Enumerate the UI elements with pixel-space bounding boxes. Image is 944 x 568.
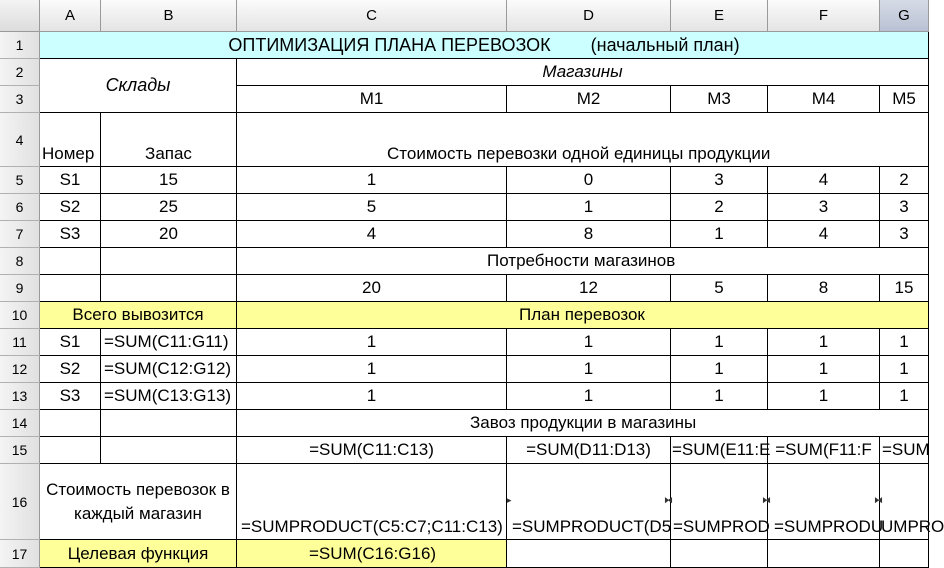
row-header-10[interactable]: 10 <box>0 302 40 329</box>
cell-supply-stock[interactable]: 20 <box>101 221 237 248</box>
cell-plan-value[interactable]: 1 <box>237 383 507 410</box>
cell-plan-id[interactable]: S2 <box>40 356 101 383</box>
cell-cost-per-store-header[interactable]: Стоимость перевозок в каждый магазин <box>40 464 237 540</box>
cell-title[interactable]: ОПТИМИЗАЦИЯ ПЛАНА ПЕРЕВОЗОК (начальный план) <box>40 32 929 59</box>
column-header-c[interactable]: C <box>237 0 507 32</box>
cell-plan-value[interactable]: 1 <box>671 383 768 410</box>
cell-cost[interactable]: 3 <box>768 194 880 221</box>
cell-demand[interactable]: 15 <box>880 275 929 302</box>
cell-plan-value[interactable]: 1 <box>671 356 768 383</box>
cell-empty[interactable] <box>101 275 237 302</box>
cell-plan-formula[interactable]: =SUM(C12:G12) <box>101 356 237 383</box>
column-header-a[interactable]: A <box>40 0 101 32</box>
cell-cost[interactable]: 4 <box>768 221 880 248</box>
cell-plan-value[interactable]: 1 <box>507 356 671 383</box>
cell-cost-formula[interactable]: =SUMPRODUCT(C5:C7;C11:C13) <box>237 464 507 540</box>
row-header-14[interactable]: 14 <box>0 410 40 437</box>
cell-plan-value[interactable]: 1 <box>880 356 929 383</box>
cell-empty[interactable] <box>40 437 101 464</box>
cell-stock-header[interactable]: Запас <box>101 113 237 167</box>
column-header-e[interactable]: E <box>671 0 768 32</box>
cell-store-m1[interactable]: М1 <box>237 86 507 113</box>
cell-plan-value[interactable]: 1 <box>768 356 880 383</box>
cell-empty[interactable] <box>40 275 101 302</box>
overflow-marker-icon: ⧓ <box>762 495 771 505</box>
row-header-5[interactable]: 5 <box>0 167 40 194</box>
cell-cost-formula[interactable]: UMPRO <box>880 464 929 540</box>
cell-empty[interactable] <box>768 540 880 568</box>
cell-demand-title[interactable]: Потребности магазинов <box>237 248 929 275</box>
cell-warehouses-header[interactable]: Склады <box>40 59 237 113</box>
cell-cost[interactable]: 4 <box>768 167 880 194</box>
row-header-15[interactable]: 15 <box>0 437 40 464</box>
cell-plan-value[interactable]: 1 <box>880 329 929 356</box>
row-header-13[interactable]: 13 <box>0 383 40 410</box>
cell-cost[interactable]: 3 <box>671 167 768 194</box>
cell-plan-value[interactable]: 1 <box>671 329 768 356</box>
cell-delivery-formula[interactable]: =SUM <box>880 437 929 464</box>
cell-plan-formula[interactable]: =SUM(C11:G11) <box>101 329 237 356</box>
column-header-d[interactable]: D <box>507 0 671 32</box>
cell-store-m5[interactable]: М5 <box>880 86 929 113</box>
row-header-6[interactable]: 6 <box>0 194 40 221</box>
cell-demand[interactable]: 8 <box>768 275 880 302</box>
cell-plan-value[interactable]: 1 <box>768 329 880 356</box>
row-header-3[interactable]: 3 <box>0 86 40 113</box>
cell-number-header[interactable]: Номер <box>40 113 101 167</box>
cell-empty[interactable] <box>40 410 101 437</box>
row-header-12[interactable]: 12 <box>0 356 40 383</box>
cell-cost[interactable]: 1 <box>507 194 671 221</box>
row-header-17[interactable]: 17 <box>0 540 40 568</box>
cell-cost[interactable]: 3 <box>880 221 929 248</box>
column-header-g[interactable]: G <box>880 0 929 32</box>
cell-demand[interactable]: 20 <box>237 275 507 302</box>
cell-empty[interactable] <box>671 540 768 568</box>
cell-delivery-formula[interactable]: =SUM(F11:F <box>768 437 880 464</box>
select-all-corner[interactable] <box>0 0 40 32</box>
cell-cost-formula[interactable]: =SUMPRODUCT(D5 <box>507 464 671 540</box>
cell-cost[interactable]: 2 <box>671 194 768 221</box>
cell-plan-title[interactable]: План перевозок <box>237 302 929 329</box>
cell-cost[interactable]: 2 <box>880 167 929 194</box>
cell-empty[interactable] <box>101 410 237 437</box>
cell-store-m2[interactable]: М2 <box>507 86 671 113</box>
cell-plan-id[interactable]: S3 <box>40 383 101 410</box>
row-header-2[interactable]: 2 <box>0 59 40 86</box>
overflow-marker-icon: ⧓ <box>664 495 673 505</box>
cell-stores-header[interactable]: Магазины <box>237 59 929 86</box>
cell-objective-formula[interactable]: =SUM(C16:G16) <box>237 540 507 568</box>
cell-delivery-formula[interactable]: =SUM(D11:D13) <box>507 437 671 464</box>
cell-delivery-formula[interactable]: =SUM(E11:E <box>671 437 768 464</box>
overflow-marker-icon: ▸ <box>507 495 512 505</box>
cell-plan-value[interactable]: 1 <box>768 383 880 410</box>
cell-total-out-header[interactable]: Всего вывозится <box>40 302 237 329</box>
row-header-16[interactable]: 16 <box>0 464 40 540</box>
cell-empty[interactable] <box>40 248 101 275</box>
overflow-marker-icon: ⧓ <box>874 495 883 505</box>
cell-plan-value[interactable]: 1 <box>237 329 507 356</box>
cell-plan-id[interactable]: S1 <box>40 329 101 356</box>
cell-empty[interactable] <box>101 437 237 464</box>
row-header-4[interactable]: 4 <box>0 113 40 167</box>
cell-cost[interactable]: 3 <box>880 194 929 221</box>
cell-unit-cost-title[interactable]: Стоимость перевозки одной единицы продукции <box>237 113 929 167</box>
cell-cost[interactable]: 4 <box>237 221 507 248</box>
cell-delivery-title[interactable]: Завоз продукции в магазины <box>237 410 929 437</box>
cell-delivery-formula[interactable]: =SUM(C11:C13) <box>237 437 507 464</box>
cell-cost[interactable]: 5 <box>237 194 507 221</box>
cell-demand[interactable]: 5 <box>671 275 768 302</box>
cell-objective-header[interactable]: Целевая функция <box>40 540 237 568</box>
cell-supply-id[interactable]: S3 <box>40 221 101 248</box>
row-header-9[interactable]: 9 <box>0 275 40 302</box>
column-header-b[interactable]: B <box>101 0 237 32</box>
cell-cost[interactable]: 1 <box>671 221 768 248</box>
cell-store-m4[interactable]: М4 <box>768 86 880 113</box>
cell-demand[interactable]: 12 <box>507 275 671 302</box>
cell-supply-id[interactable]: S1 <box>40 167 101 194</box>
cell-supply-id[interactable]: S2 <box>40 194 101 221</box>
cell-cost-formula[interactable]: =SUMPROD <box>671 464 768 540</box>
cell-cost-formula[interactable]: =SUMPRODU <box>768 464 880 540</box>
row-header-8[interactable]: 8 <box>0 248 40 275</box>
cell-cost[interactable]: 1 <box>237 167 507 194</box>
row-header-1[interactable]: 1 <box>0 32 40 59</box>
cell-plan-value[interactable]: 1 <box>507 383 671 410</box>
cell-supply-stock[interactable]: 15 <box>101 167 237 194</box>
column-header-f[interactable]: F <box>768 0 880 32</box>
row-header-7[interactable]: 7 <box>0 221 40 248</box>
cell-plan-value[interactable]: 1 <box>507 329 671 356</box>
cell-empty[interactable] <box>880 540 929 568</box>
cell-plan-formula[interactable]: =SUM(C13:G13) <box>101 383 237 410</box>
cell-plan-value[interactable]: 1 <box>237 356 507 383</box>
cell-store-m3[interactable]: М3 <box>671 86 768 113</box>
cell-empty[interactable] <box>507 540 671 568</box>
cell-supply-stock[interactable]: 25 <box>101 194 237 221</box>
cell-empty[interactable] <box>101 248 237 275</box>
row-header-11[interactable]: 11 <box>0 329 40 356</box>
cell-cost[interactable]: 0 <box>507 167 671 194</box>
cell-plan-value[interactable]: 1 <box>880 383 929 410</box>
cell-cost[interactable]: 8 <box>507 221 671 248</box>
